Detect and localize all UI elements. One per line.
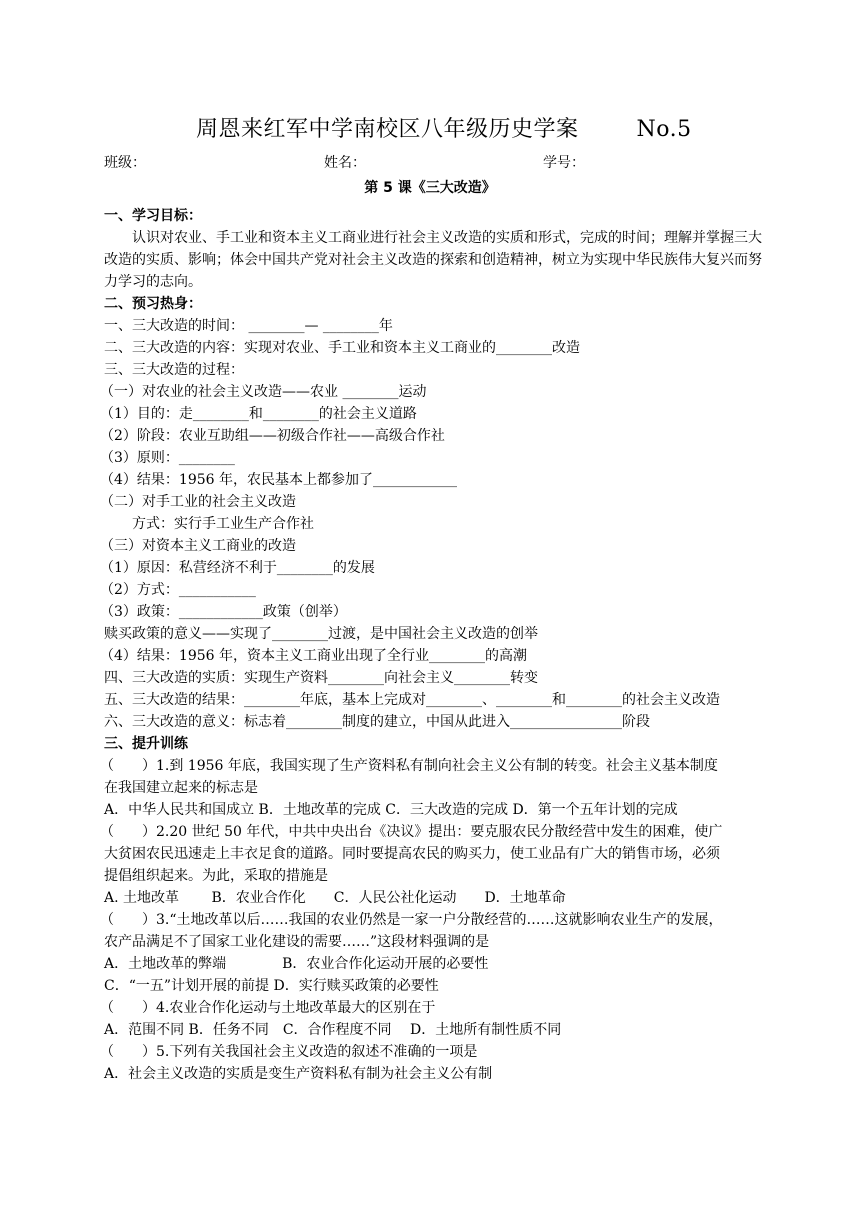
preview-line: （3）政策：____________政策（创举）	[100, 604, 347, 620]
preview-line: （一）对农业的社会主义改造——农业 ________运动	[100, 384, 427, 400]
preview-line: （2）阶段：农业互助组——初级合作社——高级合作社	[100, 428, 445, 444]
document-title	[196, 112, 692, 143]
practice-line: （ ）3.“土地改革以后……我国的农业仍然是一家一户分散经营的……这就影响农业生产的发展，	[100, 912, 723, 928]
title-text: 周恩来红军中学南校区八年级历史学案	[196, 117, 579, 142]
practice-line: （ ）2.20 世纪 50 年代，中共中央出台《决议》提出：要克服农民分散经营中发生的困难，使广	[100, 824, 723, 840]
practice-line: A. 土地改革 B．农业合作化 C．人民公社化运动 D．土地革命	[104, 890, 566, 906]
preview-line: （二）对手工业的社会主义改造	[100, 494, 296, 510]
class-field-label: 班级：	[104, 155, 146, 171]
preview-line: （三）对资本主义工商业的改造	[100, 538, 296, 554]
preview-line: （2）方式：___________	[100, 582, 256, 598]
preview-line: （1）目的：走________和________的社会主义道路	[100, 406, 417, 422]
preview-line: 三、三大改造的过程：	[104, 362, 244, 378]
practice-line: A．范围不同 B．任务不同 C．合作程度不同 D．土地所有制性质不同	[104, 1022, 562, 1038]
preview-line: （1）原因：私营经济不利于________的发展	[100, 560, 375, 576]
preview-line: 五、三大改造的结果：________年底，基本上完成对________、________和________的社会主义改造	[104, 692, 720, 708]
practice-line: A．社会主义改造的实质是变生产资料私有制为社会主义公有制	[104, 1066, 493, 1082]
practice-line: （ ）1.到 1956 年底，我国实现了生产资料私有制向社会主义公有制的转变。社会主义基本制度	[100, 758, 718, 774]
practice-line: 大贫困农民迅速走上丰衣足食的道路。同时要提高农民的购买力，使工业品有广大的销售市场，必须	[104, 846, 720, 862]
section-heading-practice: 三、提升训练	[104, 736, 188, 752]
section-heading-preview: 二、预习热身：	[104, 296, 202, 312]
practice-line: 在我国建立起来的标志是	[104, 780, 258, 796]
objectives-paragraph: 认识对农业、手工业和资本主义工商业进行社会主义改造的实质和形式，完成的时间；理解并掌握三大改造的实质、影响；体会中国共产党对社会主义改造的探索和创造精神，树立为实现中华民族伟大复兴而努力学习的志向。	[104, 230, 762, 290]
preview-line: 赎买政策的意义——实现了________过渡，是中国社会主义改造的创举	[104, 626, 538, 642]
preview-line: 六、三大改造的意义：标志着________制度的建立，中国从此进入________________阶段	[104, 714, 650, 730]
preview-line: 方式：实行手工业生产合作社	[132, 516, 314, 532]
preview-line: （4）结果：1956 年，农民基本上都参加了____________	[100, 472, 457, 488]
section-heading-objectives: 一、学习目标：	[104, 208, 202, 224]
practice-line: 提倡组织起来。为此，采取的措施是	[104, 868, 328, 884]
document-number: No.5	[636, 117, 692, 142]
practice-line: （ ）4.农业合作化运动与土地改革最大的区别在于	[100, 1000, 436, 1016]
name-field-label: 姓名：	[324, 155, 366, 171]
preview-line: 四、三大改造的实质：实现生产资料________向社会主义________转变	[104, 670, 538, 686]
preview-line: （4）结果：1956 年，资本主义工商业出现了全行业________的高潮	[100, 648, 527, 664]
document-body	[100, 205, 772, 1085]
preview-line: （3）原则：________	[100, 450, 235, 466]
practice-line: 农产品满足不了国家工业化建设的需要……”这段材料强调的是	[104, 934, 490, 950]
practice-line: （ ）5.下列有关我国社会主义改造的叙述不准确的一项是	[100, 1044, 478, 1060]
student-id-field-label: 学号：	[543, 155, 585, 171]
lesson-title: 第 5 课《三大改造》	[364, 180, 496, 196]
preview-line: 二、三大改造的内容：实现对农业、手工业和资本主义工商业的________改造	[104, 340, 580, 356]
practice-line: C．“一五”计划开展的前提 D．实行赎买政策的必要性	[104, 978, 439, 994]
practice-line: A．中华人民共和国成立 B．土地改革的完成 C．三大改造的完成 D．第一个五年计划的完成	[104, 802, 678, 818]
practice-line: A．土地改革的弊端 B．农业合作化运动开展的必要性	[104, 956, 489, 972]
preview-line: 一、三大改造的时间： ________— ________年	[104, 318, 393, 334]
